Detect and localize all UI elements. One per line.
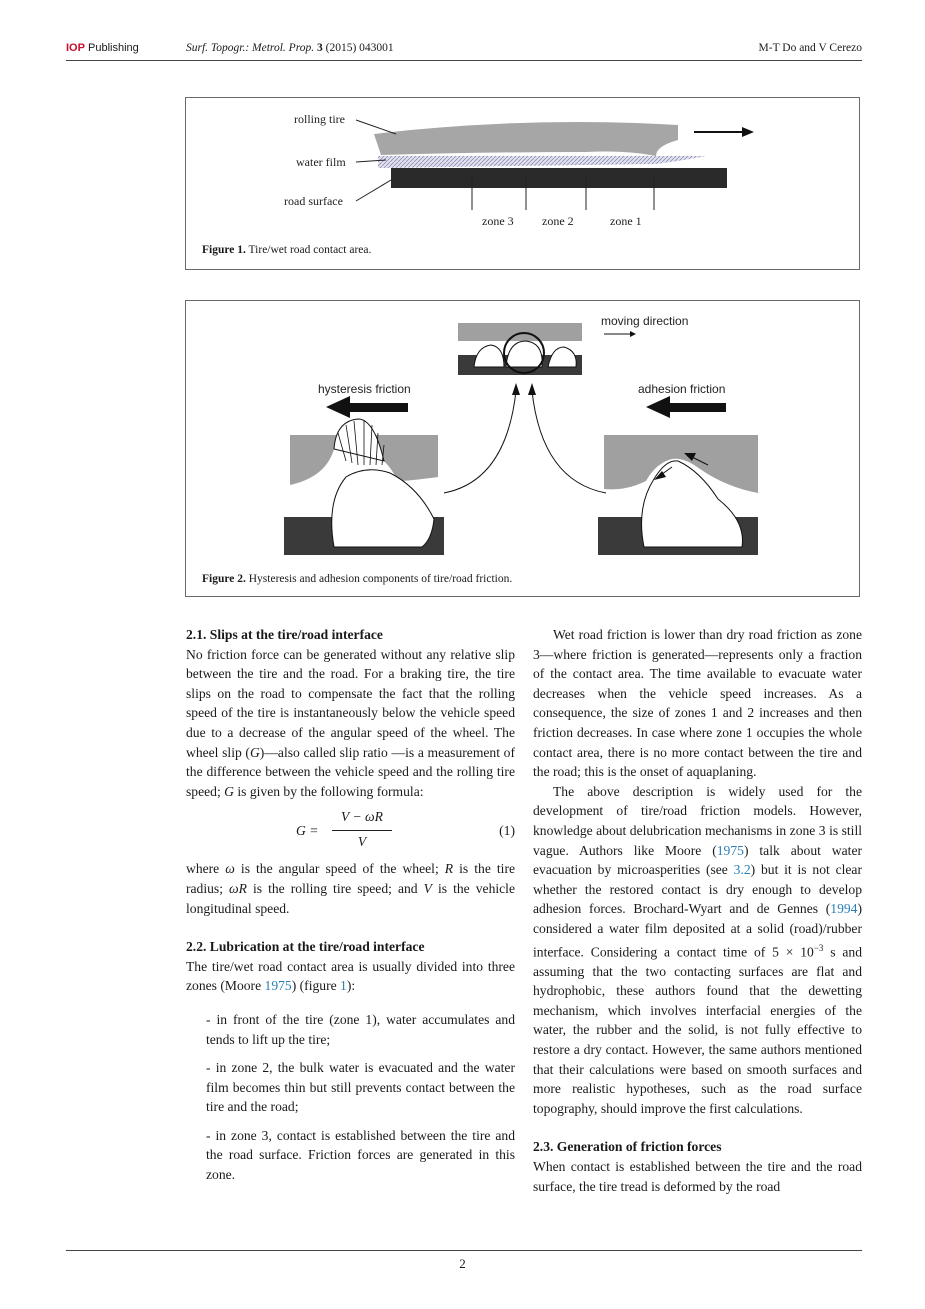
- section-2-2-title: 2.2. Lubrication at the tire/road interface: [186, 939, 425, 955]
- motion-arrow: [742, 127, 754, 137]
- label-rolling-tire: rolling tire: [294, 112, 345, 126]
- right-paragraph-1: Wet road friction is lower than dry road friction as zone 3—where friction is generated—represents only a fraction of the contact area. The time available to evacuate water decreases when the vehicle speed increases. As a consequence, the size of zones 1 and 2 increases and then friction decreases. In case where zone 1 occupies the whole contact area, there is no more contact between the tire and the road; this is the onset of aquaplaning.: [533, 627, 862, 780]
- figure-2-caption: Figure 2. Hysteresis and adhesion components of tire/road friction.: [202, 573, 513, 585]
- section-2-3-title: 2.3. Generation of friction forces: [533, 1139, 722, 1155]
- header-rule: [66, 60, 862, 61]
- zone-2-bullet: - in zone 2, the bulk water is evacuated and the water film becomes thin but still prevents contact between the tire and the road;: [206, 1060, 515, 1115]
- citation-moore-1975[interactable]: 1975: [264, 978, 292, 994]
- inset-tire: [458, 323, 582, 341]
- label-zone-2: zone 2: [542, 214, 574, 228]
- section-3-2-link[interactable]: 3.2: [733, 862, 751, 878]
- citation-brochard-1994[interactable]: 1994: [830, 901, 858, 917]
- label-zone-1: zone 1: [610, 214, 642, 228]
- section-2-2-paragraph-1: The tire/wet road contact area is usually divided into three zones (Moore 1975) (figure 1):: [186, 958, 515, 994]
- journal-citation: Surf. Topogr.: Metrol. Prop. 3 (2015) 043001: [186, 42, 394, 54]
- right-column: [533, 625, 862, 1196]
- rolling-tire: [374, 122, 678, 156]
- right-paragraph-2: The above description is widely used for the development of tire/road friction models. However, knowledge about delubrication mechanisms in zone 3 is still vague. Authors like Moore (1975) talk about water evacuation by microasperities (see 3.2) but it is not clear whether the restored contact is dry enough to develop adhesion forces. Brochard-Wyart and de Gennes (1994) considered a water film deposited at a solid (road)/rubber interface. Considering a contact time of $5 \times 10^{-3}$ s and assuming that the two contacting surfaces are flat and hydrophobic, these authors found that the dewetting mechanism, which involves interfacial energies of the water, the rubber and the solid, is not fully effective to restore a dry contact. However, the same authors mentioned that their calculations were based on smooth surfaces and more realistic hypotheses, such as the road surface topography, should improve the first calculations.: [533, 783, 862, 1116]
- figure-2-diagram: [186, 301, 859, 596]
- section-2-1-title: 2.1. Slips at the tire/road interface: [186, 627, 383, 642]
- publisher-logo: IOP Publishing: [66, 42, 139, 54]
- figure-1-link[interactable]: 1: [340, 978, 347, 994]
- label-hysteresis: hysteresis friction: [318, 382, 411, 396]
- running-authors: M-T Do and V Cerezo: [758, 42, 862, 54]
- label-moving-direction: moving direction: [601, 314, 689, 328]
- section-2-1-paragraph-1: No friction force can be generated without any relative slip between the tire and the road. For a braking tire, the tire slips on the road to compensate the fact that the rolling speed of the tire is instantaneously below the vehicle speed due to a decrease of the angular speed of the wheel. The wheel slip (G)—also called slip ratio —is a measurement of the difference between the vehicle speed and the rolling tire speed; G is given by the following formula:: [186, 646, 515, 799]
- section-2-1-paragraph-2: where ω is the angular speed of the wheel; R is the tire radius; ωR is the rolling tire speed; and V is the vehicle longitudinal speed.: [186, 861, 516, 916]
- zone-1-bullet: - in front of the tire (zone 1), water accumulates and tends to lift up the tire;: [206, 1011, 515, 1047]
- section-2-3-paragraph-1: When contact is established between the tire and the road surface, the tire tread is deformed by the road: [533, 1158, 862, 1194]
- road-surface: [391, 168, 727, 188]
- hysteresis-aggregate: [332, 470, 434, 547]
- adhesion-arrow: [646, 396, 670, 418]
- label-road-surface: road surface: [284, 194, 343, 208]
- figure-1-caption: Figure 1. Tire/wet road contact area.: [202, 244, 372, 256]
- page-number: 2: [459, 1256, 466, 1271]
- hysteresis-arrow: [326, 396, 350, 418]
- equation-1: G = V − ωR V (1): [296, 809, 515, 850]
- figure-2: [185, 300, 860, 597]
- figure-1: [185, 97, 860, 270]
- running-header: [66, 42, 862, 58]
- water-film: [378, 156, 706, 168]
- citation-moore-1975-b[interactable]: 1975: [716, 842, 744, 858]
- label-adhesion: adhesion friction: [638, 382, 726, 396]
- left-column: [186, 625, 515, 1185]
- label-water-film: water film: [296, 155, 346, 169]
- zone-3-bullet: - in zone 3, contact is established between the tire and the road surface. Friction forces are generated in this zone.: [206, 1127, 515, 1183]
- footer-rule: [66, 1250, 862, 1251]
- label-zone-3: zone 3: [482, 214, 514, 228]
